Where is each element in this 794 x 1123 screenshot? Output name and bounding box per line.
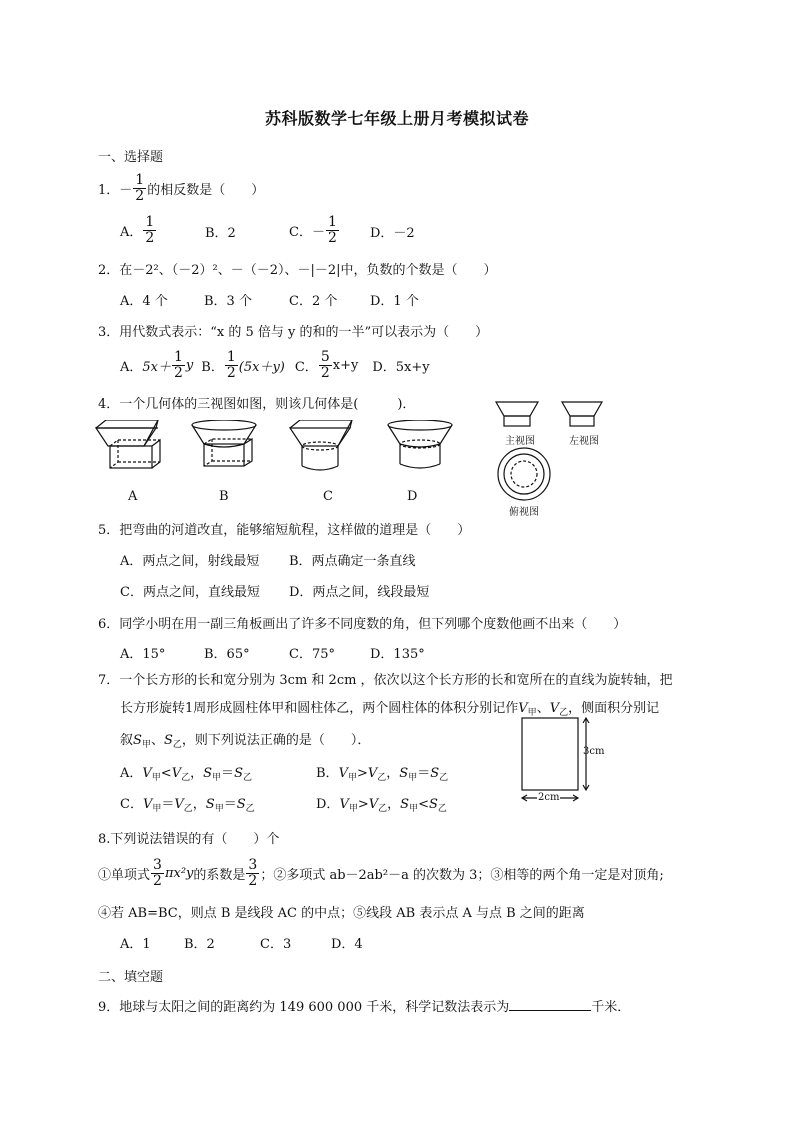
question-7-line3: 叙$S_甲$、$S_乙$，则下列说法正确的是（ ）． [120, 733, 371, 750]
q1-option-b: B．2 [205, 226, 236, 241]
question-number: 1． [98, 182, 120, 198]
q8-option-d: D．4 [331, 937, 363, 952]
question-7-line2: 长方形旋转1周形成圆柱体甲和圆柱体乙，两个圆柱体的体积分别记作$V_甲$、$V_乙$，侧面积分别记 [120, 701, 660, 718]
fraction: $\frac{5}{2}$ [320, 348, 330, 381]
top-view [498, 448, 550, 500]
q5-option-c: C．两点之间，直线最短 [120, 585, 260, 600]
question-8-stem: 8.下列说法错误的有（ ）个 [98, 832, 280, 847]
left-view [562, 402, 602, 426]
left-view-label: 左视图 [569, 436, 599, 447]
q6-option-c: C．75° [289, 647, 335, 662]
figure-b [192, 420, 256, 466]
q6-option-b: B．65° [204, 647, 250, 662]
question-8-line2: ④若 AB=BC，则点 B 是线段 AC 的中点；⑤线段 AB 表示点 A 与点 B 之间的距离 [98, 906, 585, 921]
q7-option-a: A．$V_甲<V_乙$，$S_甲=S_乙$ [120, 766, 252, 783]
q1-option-c: C．－ $\frac{1}{2}$ [289, 213, 337, 246]
question-4-stem: 4．一个几何体的三视图如图，则该几何体是( )． [98, 397, 416, 412]
fraction-one-half: $\frac{1}{2}$ [135, 171, 145, 204]
q4-label-b: B [219, 489, 229, 504]
rectangle-figure [516, 716, 606, 808]
q3-options: A． 5x＋ $\frac{1}{2}$ y B． $\frac{1}{2}$ (5x＋y) C． $\frac{5}{2}$ x+y D．5x+y [120, 348, 430, 381]
q7-option-d: D．$V_甲>V_乙$，$S_甲<S_乙$ [316, 797, 447, 814]
fraction: $\frac{3}{2}$ [248, 856, 258, 889]
question-text: 的相反数是（ ） [147, 182, 265, 198]
question-5-stem: 5．把弯曲的河道改直，能够缩短航程，这样做的道理是（ ） [98, 523, 471, 538]
three-views-figure [490, 396, 620, 516]
q3-option-a-expr: 5x＋ [142, 359, 171, 375]
minus-sign: － [119, 182, 133, 198]
q4-label-d: D [407, 489, 418, 504]
figure-a [96, 420, 160, 468]
section-heading-choice: 一、选择题 [98, 150, 164, 165]
q4-label-c: C [323, 489, 333, 504]
answer-blank[interactable] [509, 998, 591, 1011]
q8-option-a: A．1 [120, 937, 151, 952]
top-view-label: 俯视图 [509, 507, 539, 518]
q7-option-b: B．$V_甲>V_乙$，$S_甲=S_乙$ [316, 766, 449, 783]
question-7-line1: 7．一个长方形的长和宽分别为 3cm 和 2cm ，依次以这个长方形的长和宽所在的直线为旋转轴，把 [98, 673, 673, 688]
q5-option-d: D．两点之间，线段最短 [289, 585, 430, 600]
q7-option-c: C．$V_甲=V_乙$，$S_甲=S_乙$ [120, 797, 255, 814]
q2-option-a: A．4 个 [120, 294, 168, 309]
q1-option-a: A． $\frac{1}{2}$ [120, 213, 155, 246]
q3-option-a-label: A． [120, 359, 143, 375]
q3-option-d: D．5x+y [372, 359, 430, 375]
q2-option-d: D．1 个 [370, 294, 419, 309]
q3-option-c-label: C． [294, 359, 318, 375]
q1-option-d: D．－2 [370, 226, 415, 241]
question-3-stem: 3．用代数式表示：“x 的 5 倍与 y 的和的一半”可以表示为（ ） [98, 325, 489, 340]
section-heading-fill: 二、填空题 [98, 970, 164, 985]
dim-width-label: 2cm [538, 792, 560, 803]
fraction: $\frac{1}{2}$ [226, 348, 236, 381]
fraction: $\frac{1}{2}$ [174, 348, 183, 381]
question-9: 9．地球与太阳之间的距离约为 149 600 000 千米，科学记数法表示为 千米． [98, 1000, 631, 1015]
dim-height-label: 3cm [583, 746, 605, 757]
q5-option-b: B．两点确定一条直线 [289, 554, 416, 569]
front-view [496, 402, 538, 426]
q3-option-b-label: B． [201, 359, 224, 375]
fraction: $\frac{1}{2}$ [327, 213, 337, 246]
figure-c [290, 420, 352, 470]
front-view-label: 主视图 [505, 436, 535, 447]
q2-option-c: C．2 个 [289, 294, 338, 309]
q4-label-a: A [128, 489, 138, 504]
question-8-line1: ①单项式 $\frac{3}{2}$ πx²y 的系数是 $\frac{3}{2}$ ；②多项式 ab－2ab²－a 的次数为 3；③相等的两个角一定是对顶角; [98, 856, 664, 889]
page-title: 苏科版数学七年级上册月考模拟试卷 [264, 109, 529, 128]
fraction: $\frac{3}{2}$ [153, 856, 162, 889]
q6-option-d: D．135° [370, 647, 425, 662]
q6-option-a: A．15° [120, 647, 166, 662]
q8-option-b: B．2 [184, 937, 215, 952]
q5-option-a: A．两点之间，射线最短 [120, 554, 260, 569]
figure-d [388, 420, 452, 468]
question-2-stem: 2．在－2²、（－2）²、－（－2）、－|－2|中，负数的个数是（ ） [98, 263, 497, 278]
fraction: $\frac{1}{2}$ [145, 213, 155, 246]
question-6-stem: 6．同学小明在用一副三角板画出了许多不同度数的角，但下列哪个度数他画不出来（ ） [98, 617, 627, 632]
question-1-stem [98, 171, 265, 204]
q8-option-c: C．3 [260, 937, 292, 952]
q2-option-b: B．3 个 [204, 294, 252, 309]
